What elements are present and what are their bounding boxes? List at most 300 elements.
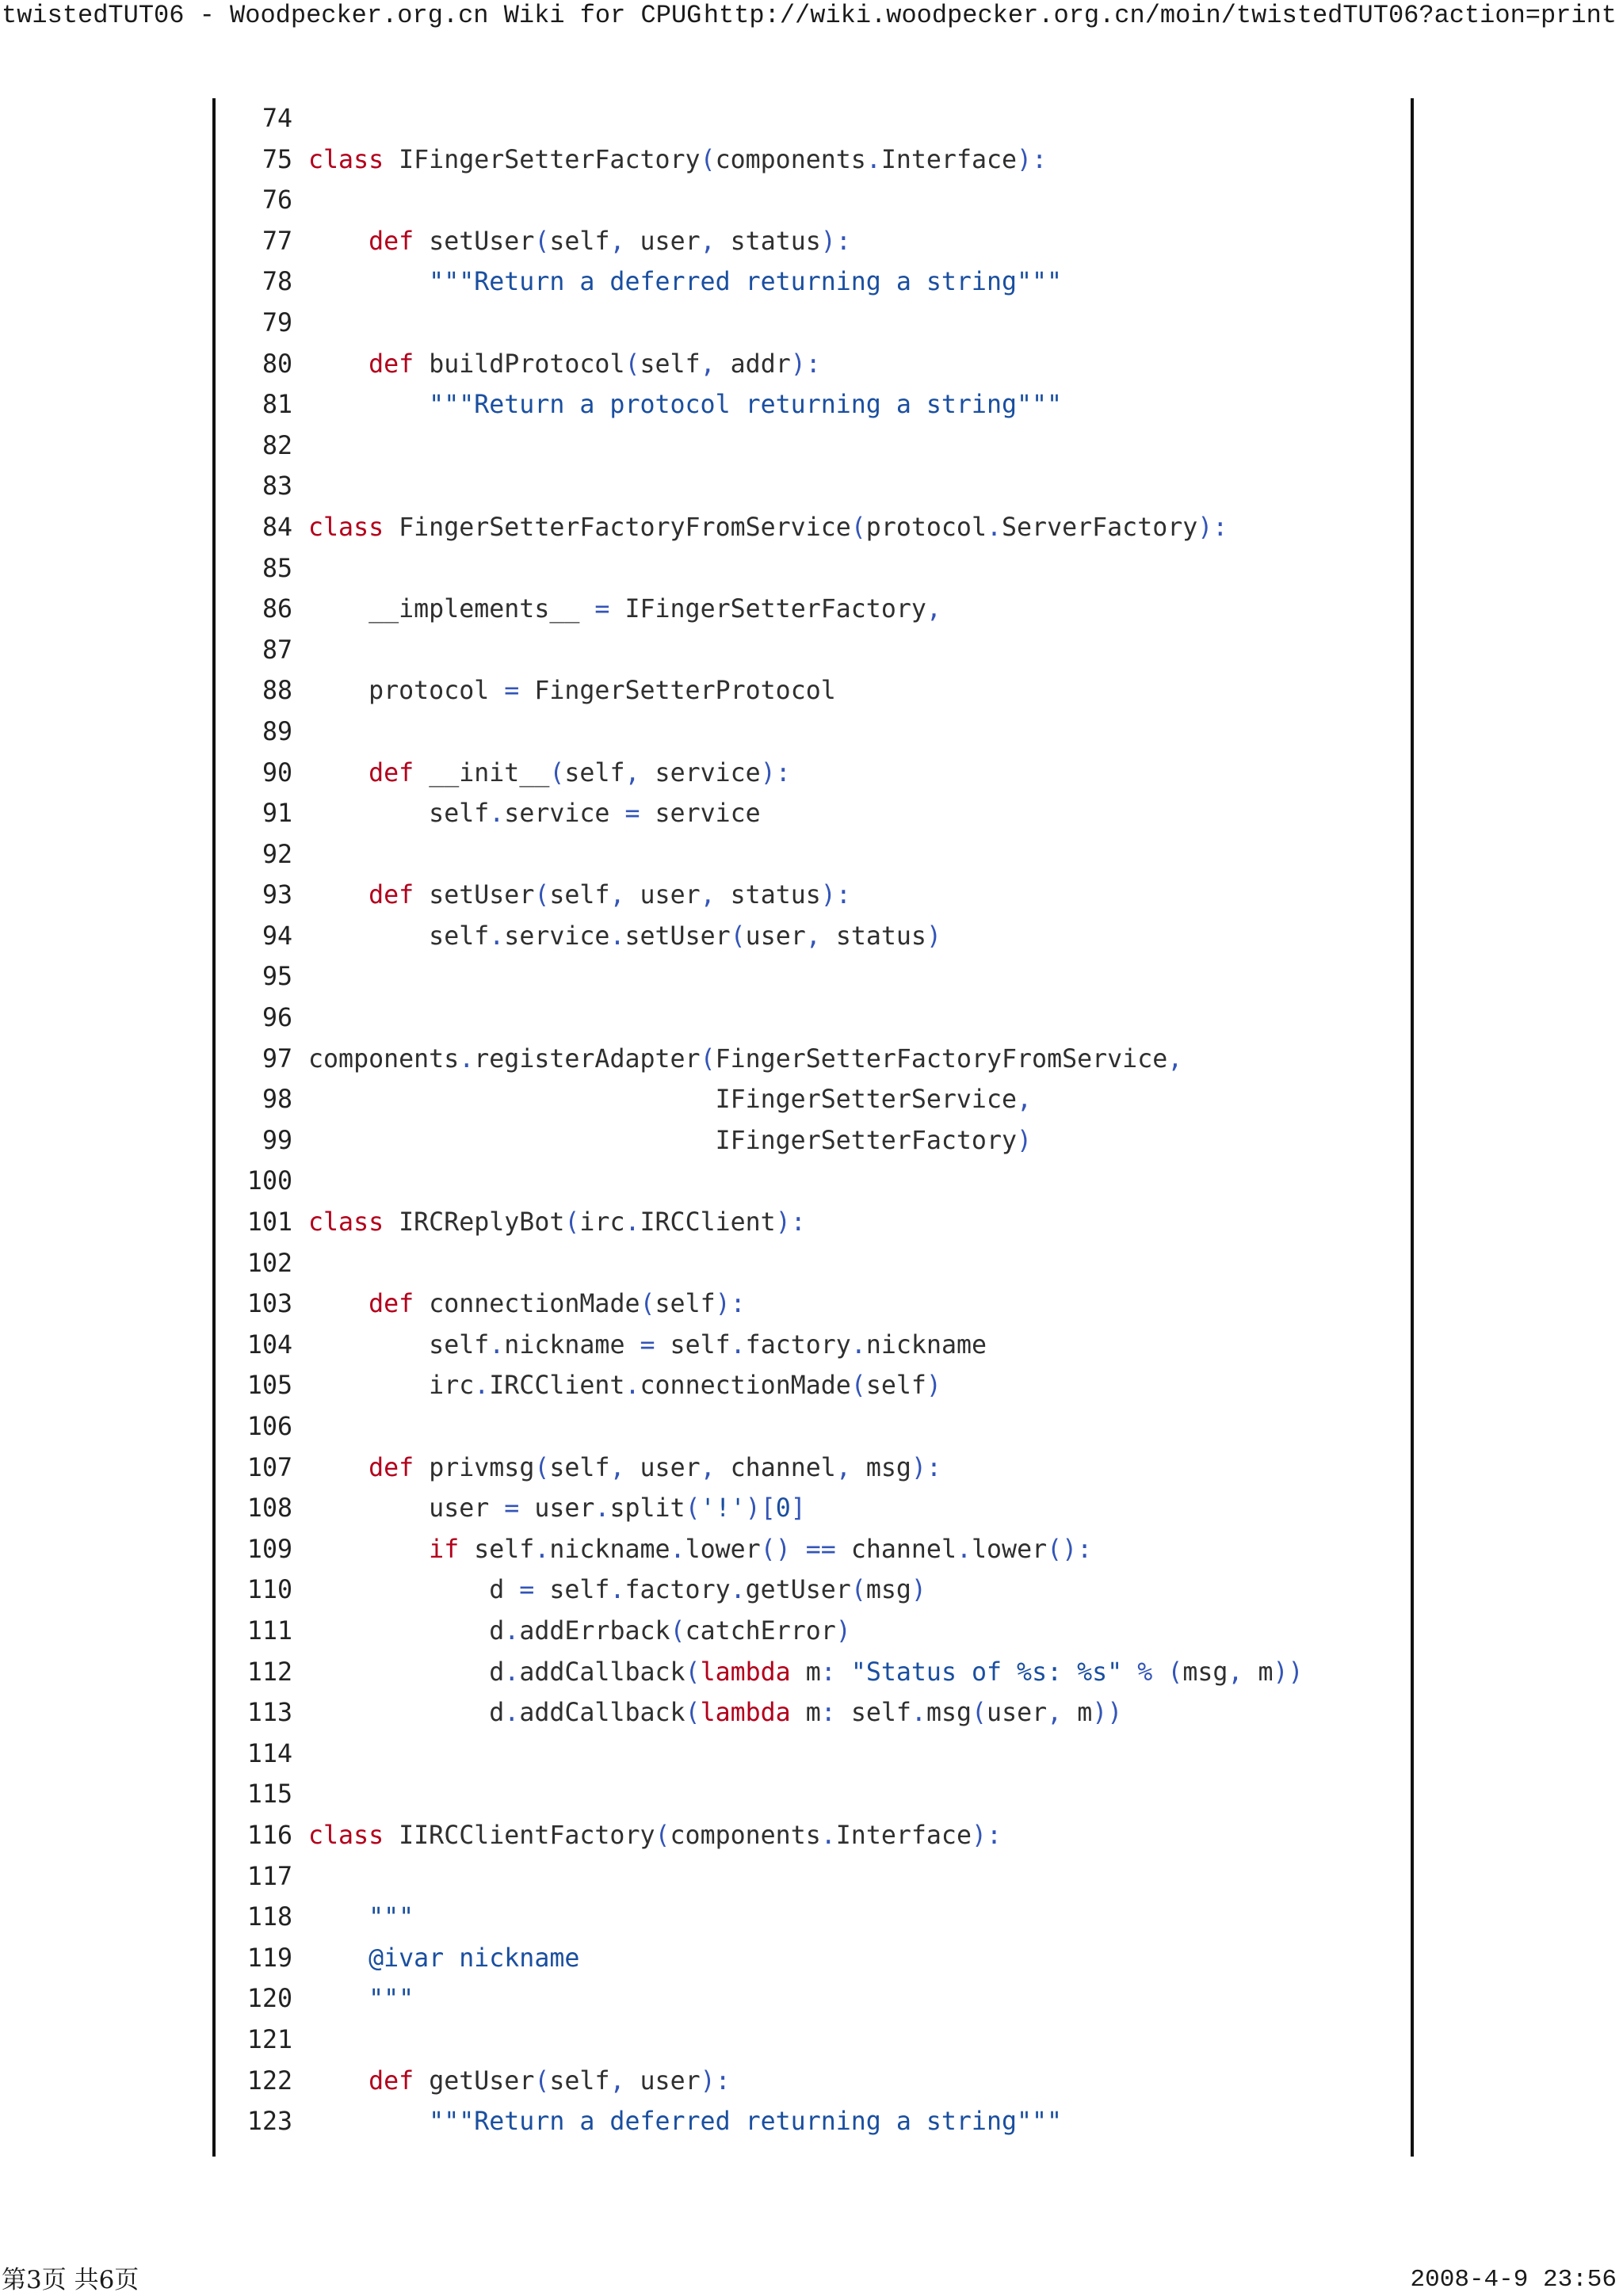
code-line [243, 835, 1304, 876]
code-token: lower [972, 1535, 1048, 1564]
code-token: ) [835, 1616, 851, 1646]
code-token: self [655, 1330, 731, 1360]
code-line [243, 222, 1304, 263]
code-token [308, 2107, 429, 2136]
line-number: 97 [262, 1044, 292, 1074]
code-token: split [609, 1494, 685, 1524]
code-token: ): [820, 881, 851, 910]
code-token: . [624, 1371, 640, 1401]
code-token: )[ [745, 1494, 776, 1524]
code-line [243, 794, 1304, 835]
code-token [308, 227, 369, 256]
code-line [243, 2102, 1304, 2143]
code-token: def [369, 227, 414, 256]
code-token: . [459, 1044, 475, 1074]
line-number: 109 [246, 1535, 292, 1564]
code-line [243, 671, 1304, 712]
code-token: , [609, 2066, 625, 2096]
line-number: 74 [262, 105, 292, 133]
code-token: """ [369, 1903, 414, 1932]
code-line [243, 1407, 1304, 1448]
line-number: 82 [262, 431, 292, 460]
code-line [243, 1775, 1304, 1816]
line-number: 80 [262, 349, 292, 379]
code-token: self [308, 1330, 490, 1360]
code-line [243, 998, 1304, 1039]
line-number: 107 [246, 1453, 292, 1482]
code-token: , [1047, 1699, 1063, 1728]
code-token: service [504, 799, 625, 829]
code-token: self [655, 1290, 716, 1319]
code-token: IFingerSetterFactory [384, 145, 701, 174]
code-line [243, 589, 1304, 631]
code-token: ( [549, 758, 565, 788]
line-number: 88 [262, 677, 292, 706]
line-number: 100 [246, 1167, 292, 1196]
line-number: 83 [262, 472, 292, 502]
line-number: 114 [246, 1739, 292, 1768]
code-token: d [308, 1576, 520, 1605]
code-token: irc [579, 1208, 625, 1238]
code-token: ): [820, 227, 851, 256]
code-token: ( [534, 1453, 550, 1482]
code-token: user [519, 1494, 595, 1524]
line-number: 76 [262, 186, 292, 215]
code-token: status [715, 227, 821, 256]
code-token: self [549, 1453, 610, 1482]
code-token: ): [775, 1208, 806, 1238]
code-token: ( [700, 145, 716, 174]
code-token: __implements__ [308, 595, 595, 624]
code-token [308, 1985, 369, 2013]
code-token: , [624, 758, 640, 788]
code-token: , [700, 227, 716, 256]
code-token [308, 759, 369, 788]
line-number: 105 [246, 1371, 292, 1401]
code-token: ): [715, 1290, 746, 1319]
code-token: IFingerSetterService [308, 1085, 1017, 1115]
code-token: def [369, 349, 414, 379]
code-token [308, 1454, 369, 1482]
line-number: 98 [262, 1085, 292, 1115]
line-number: 123 [246, 2107, 292, 2137]
code-line [243, 1244, 1304, 1285]
code-token: . [504, 1616, 520, 1646]
code-token: msg [850, 1453, 911, 1482]
print-datetime: 2008-4-9 23:56 [1410, 2266, 1617, 2294]
line-number: 120 [246, 1985, 292, 2014]
code-line [243, 262, 1304, 303]
code-line [243, 917, 1304, 958]
code-line [243, 508, 1304, 549]
code-token: registerAdapter [474, 1044, 701, 1074]
code-token: self [459, 1535, 535, 1564]
code-token: FingerSetterFactoryFromService [384, 513, 851, 542]
line-number: 96 [262, 1004, 292, 1033]
line-number: 113 [246, 1699, 292, 1728]
code-token: = [504, 1494, 520, 1524]
code-token: = [640, 1330, 655, 1360]
code-token: ( [640, 1290, 655, 1319]
code-token: ) [1017, 1126, 1033, 1155]
code-token: ( [534, 227, 550, 256]
code-token: @ivar nickname [369, 1943, 580, 1973]
line-number: 84 [262, 513, 292, 542]
code-line [243, 1570, 1304, 1611]
code-token: IRCReplyBot [384, 1208, 565, 1238]
line-number: 99 [262, 1126, 292, 1155]
code-token: , [1228, 1657, 1243, 1687]
line-number: 117 [246, 1862, 292, 1891]
code-token: ( [850, 1371, 866, 1401]
code-token: FingerSetterFactoryFromService [715, 1044, 1168, 1074]
code-token: . [850, 1330, 866, 1360]
code-token: ( [534, 2066, 550, 2096]
code-token: , [700, 881, 716, 910]
line-number: 116 [246, 1821, 292, 1850]
code-token: if [429, 1535, 460, 1564]
code-token [1122, 1658, 1137, 1687]
line-number: 111 [246, 1616, 292, 1646]
code-line [243, 1203, 1304, 1244]
code-token: ): [700, 2066, 731, 2096]
code-line [243, 1897, 1304, 1939]
code-token: addCallback [519, 1699, 685, 1728]
code-token: msg [926, 1699, 972, 1728]
code-token: . [956, 1535, 972, 1564]
code-token [836, 1658, 851, 1687]
code-token: ( [564, 1208, 580, 1238]
code-token: FingerSetterProtocol [519, 677, 836, 706]
code-token: . [820, 1821, 836, 1850]
code-line [243, 1161, 1304, 1203]
line-number: 86 [262, 595, 292, 624]
code-token: self [549, 2066, 610, 2096]
code-line [243, 1979, 1304, 2020]
line-number: 118 [246, 1903, 292, 1932]
code-token: class [308, 145, 384, 174]
line-number: 89 [262, 717, 292, 746]
code-line [243, 1080, 1304, 1121]
code-token: msg [1182, 1657, 1228, 1687]
code-token: m [790, 1699, 821, 1728]
code-token [308, 1903, 369, 1932]
code-line [243, 1039, 1304, 1081]
code-token: setUser [414, 227, 535, 256]
line-number: 104 [246, 1330, 292, 1360]
code-token: . [504, 1657, 520, 1687]
code-token: nickname [504, 1330, 640, 1360]
code-token: . [670, 1535, 685, 1564]
code-token: getUser [414, 2066, 535, 2096]
code-token: () [760, 1535, 791, 1564]
code-token: user [624, 2066, 701, 2096]
code-token: IIRCClientFactory [384, 1821, 655, 1850]
code-token: . [594, 1494, 610, 1524]
code-token: """Return a deferred returning a string""" [429, 2107, 1063, 2137]
code-line [243, 631, 1304, 672]
code-token: components [308, 1044, 460, 1074]
line-number: 79 [262, 308, 292, 338]
code-token: service [640, 758, 761, 788]
code-token: . [986, 513, 1002, 542]
code-token: user [308, 1494, 505, 1524]
code-token: class [308, 513, 384, 542]
code-token: m [1243, 1657, 1274, 1687]
code-token: status [820, 921, 926, 951]
code-token: protocol [308, 677, 505, 706]
code-token: lambda [700, 1657, 791, 1687]
code-token: privmsg [414, 1453, 535, 1482]
code-token: self [549, 881, 610, 910]
code-token: . [474, 1371, 490, 1401]
code-token: channel [835, 1535, 957, 1564]
code-token: user [624, 227, 701, 256]
code-line [243, 1325, 1304, 1367]
code-token: def [369, 758, 414, 788]
code-token: . [624, 1208, 640, 1238]
code-token: ) [926, 921, 941, 951]
code-token: , [700, 349, 716, 379]
line-number: 75 [262, 145, 292, 174]
code-token: buildProtocol [414, 349, 625, 379]
print-header-url: http://wiki.woodpecker.org.cn/moin/twistedTUT06?action=print [703, 1, 1617, 30]
line-number: 108 [246, 1494, 292, 1524]
code-token: service [504, 921, 610, 951]
code-token [308, 268, 429, 296]
code-token: : [820, 1657, 836, 1687]
code-token: = [504, 677, 520, 706]
code-token: """ [369, 1985, 414, 2014]
code-token: == [805, 1535, 836, 1564]
line-number: 121 [246, 2025, 292, 2054]
code-token: nickname [865, 1330, 987, 1360]
code-token: . [609, 1576, 625, 1605]
line-number: 101 [246, 1208, 292, 1238]
code-token: ): [911, 1453, 941, 1482]
code-token: ( [685, 1494, 701, 1524]
code-line [243, 345, 1304, 386]
code-token [791, 1535, 806, 1564]
code-token: ): [1017, 145, 1048, 174]
code-line [243, 712, 1304, 753]
code-token: self [308, 799, 490, 829]
code-token: , [926, 595, 941, 624]
code-token: self [865, 1371, 926, 1401]
code-token: addErrback [519, 1616, 670, 1646]
code-token: channel [715, 1453, 836, 1482]
code-line [243, 1693, 1304, 1734]
code-token: ) [911, 1576, 926, 1605]
code-token: (): [1047, 1535, 1093, 1564]
print-header-title: twistedTUT06 - Woodpecker.org.cn Wiki for CPUG [2, 1, 702, 30]
code-token: ( [655, 1821, 670, 1850]
code-token: ( [534, 881, 550, 910]
code-token: def [369, 881, 414, 910]
code-token: self [308, 921, 490, 951]
line-number: 87 [262, 635, 292, 665]
line-number: 91 [262, 799, 292, 829]
line-number: 90 [262, 758, 292, 788]
code-line [243, 1530, 1304, 1571]
code-line [243, 1366, 1304, 1407]
code-token: nickname [549, 1535, 670, 1564]
code-token: addr [715, 349, 791, 379]
code-token: , [609, 227, 625, 256]
line-number: 81 [262, 391, 292, 420]
code-line [243, 140, 1304, 181]
line-number: 112 [246, 1657, 292, 1687]
code-token: . [865, 145, 881, 174]
code-token: ( [850, 1576, 866, 1605]
code-token: catchError [685, 1616, 836, 1646]
code-token: self [640, 349, 701, 379]
code-token: = [519, 1576, 535, 1605]
code-token: setUser [414, 881, 535, 910]
code-line [243, 1857, 1304, 1898]
code-token: setUser [624, 921, 731, 951]
code-block [212, 98, 1414, 2157]
code-token: ): [790, 349, 821, 379]
code-line [243, 1939, 1304, 1980]
code-line [243, 1653, 1304, 1694]
code-token: d [308, 1657, 505, 1687]
code-token: ( [670, 1616, 685, 1646]
code-token: d [308, 1699, 505, 1728]
line-number: 85 [262, 554, 292, 583]
code-token: , [1017, 1085, 1033, 1115]
code-token: , [1167, 1044, 1183, 1074]
line-number: 106 [246, 1413, 292, 1441]
line-number: 119 [246, 1943, 292, 1973]
code-line [243, 303, 1304, 345]
code-token: Interface [835, 1821, 972, 1850]
code-token: . [489, 1330, 505, 1360]
code-token: ( [1167, 1657, 1183, 1687]
code-token: lambda [700, 1699, 791, 1728]
code-line [243, 1611, 1304, 1653]
line-number: 92 [262, 840, 292, 869]
line-number: 77 [262, 227, 292, 256]
code-token: status [715, 881, 821, 910]
code-token: : [820, 1699, 836, 1728]
code-line [243, 1121, 1304, 1162]
code-token: = [624, 799, 640, 829]
code-token [308, 391, 429, 419]
code-line [243, 875, 1304, 917]
code-token [308, 1944, 369, 1973]
line-number: 102 [246, 1249, 292, 1278]
code-token: m [1062, 1699, 1093, 1728]
code-token: m [790, 1657, 821, 1687]
code-token: service [640, 799, 761, 829]
code-token: ] [790, 1494, 806, 1524]
code-line [243, 181, 1304, 222]
code-token: user [624, 1453, 701, 1482]
code-token: . [489, 921, 505, 951]
line-number: 103 [246, 1290, 292, 1319]
code-line [243, 426, 1304, 467]
code-token: """Return a deferred returning a string""" [429, 268, 1063, 297]
code-token: ) [926, 1371, 941, 1401]
code-line [243, 1734, 1304, 1775]
line-number: 122 [246, 2066, 292, 2096]
code-token: ): [1197, 513, 1228, 542]
line-number: 93 [262, 881, 292, 910]
code-token: )) [1273, 1657, 1304, 1687]
code-token: ( [850, 513, 866, 542]
code-token: ): [971, 1821, 1002, 1850]
code-token: . [730, 1330, 746, 1360]
code-line [243, 549, 1304, 590]
code-line [243, 99, 1304, 140]
line-number: 115 [246, 1780, 292, 1810]
code-line [243, 467, 1304, 508]
code-token: def [369, 1453, 414, 1482]
code-token: . [609, 921, 625, 951]
code-token: , [835, 1453, 851, 1482]
code-token: . [911, 1699, 926, 1728]
code-token: user [745, 921, 806, 951]
code-token [308, 1535, 429, 1564]
code-token: ( [730, 921, 746, 951]
code-token: self [564, 758, 625, 788]
code-token [308, 1290, 369, 1318]
code-token: ( [624, 349, 640, 379]
code-token: self [549, 227, 610, 256]
code-token: . [730, 1576, 746, 1605]
code-token: % [1137, 1657, 1153, 1687]
code-token: , [609, 1453, 625, 1482]
code-token: self [835, 1699, 911, 1728]
code-token: lower [685, 1535, 761, 1564]
code-token: class [308, 1208, 384, 1238]
code-token: components [715, 145, 866, 174]
code-token: IFingerSetterFactory [308, 1126, 1017, 1155]
code-listing [243, 98, 1304, 2143]
code-token: class [308, 1821, 384, 1850]
code-token: ( [685, 1657, 701, 1687]
code-token: factory [745, 1330, 851, 1360]
code-line [243, 2020, 1304, 2061]
code-line [243, 1448, 1304, 1489]
code-token: '!' [700, 1494, 746, 1524]
code-token: user [987, 1699, 1048, 1728]
code-token: , [609, 881, 625, 910]
code-token: def [369, 2066, 414, 2096]
code-token: ( [700, 1044, 716, 1074]
code-token: msg [865, 1576, 911, 1605]
code-token: """Return a protocol returning a string""" [429, 391, 1063, 420]
code-token [1152, 1658, 1167, 1687]
code-token: IRCClient [489, 1371, 625, 1401]
code-token: . [489, 799, 505, 829]
code-token: ( [972, 1699, 987, 1728]
code-token: irc [308, 1371, 475, 1401]
line-number: 110 [246, 1576, 292, 1605]
code-token: IFingerSetterFactory [609, 595, 926, 624]
code-line [243, 385, 1304, 426]
line-number: 78 [262, 268, 292, 297]
code-token: . [504, 1699, 520, 1728]
code-token: , [805, 921, 821, 951]
line-number: 94 [262, 921, 292, 951]
code-line [243, 957, 1304, 998]
code-token [308, 350, 369, 379]
code-token: ( [685, 1699, 701, 1728]
code-token: protocol [865, 513, 987, 542]
code-token: IRCClient [640, 1208, 776, 1238]
